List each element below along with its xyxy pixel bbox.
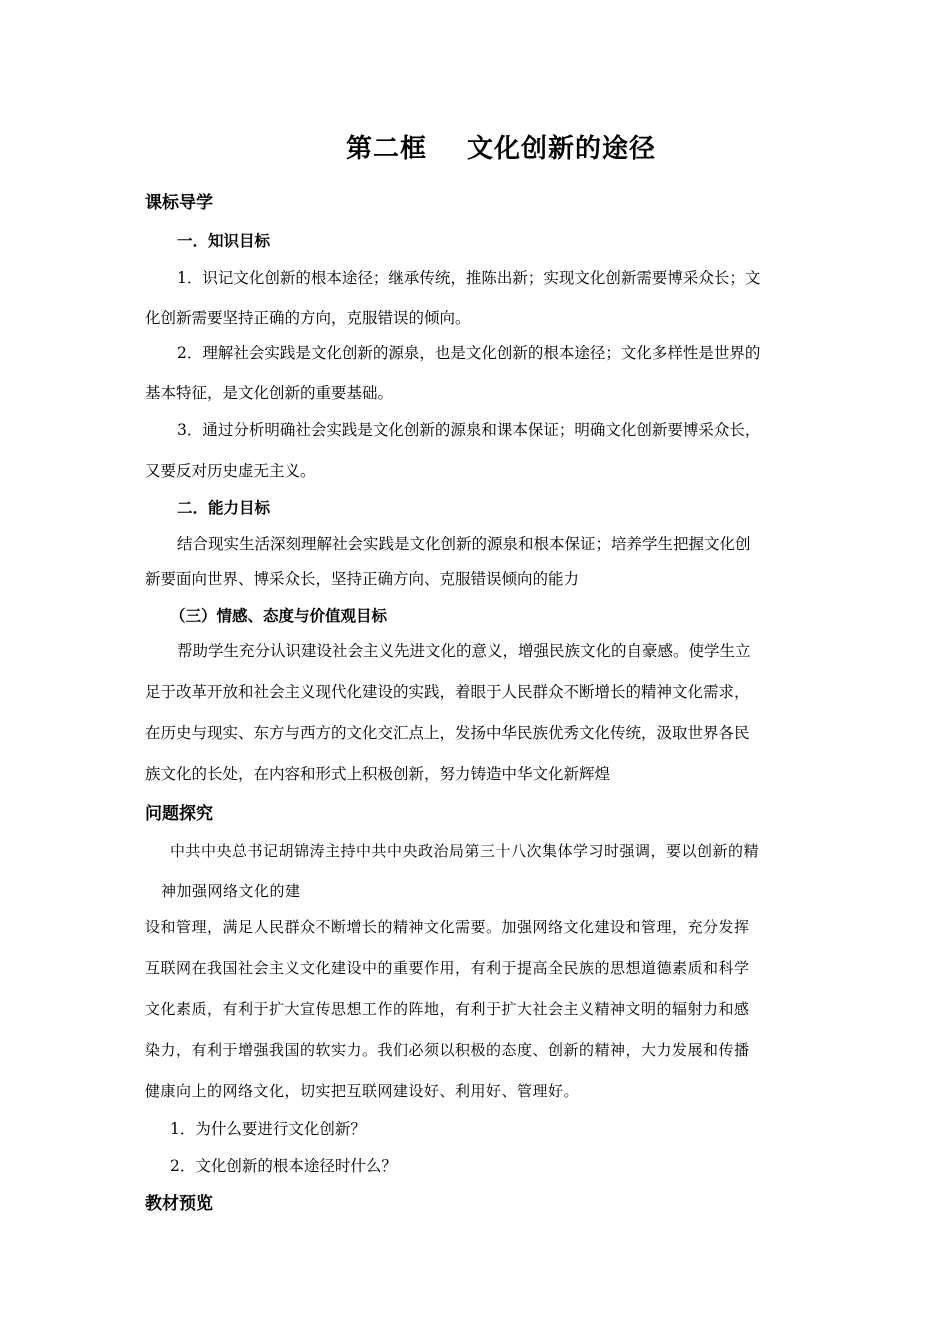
- paragraph-line: 族文化的长处，在内容和形式上积极创新，努力铸造中华文化新辉煌: [145, 765, 611, 783]
- paragraph-line: 又要反对历史虚无主义。: [145, 462, 316, 480]
- paragraph-line: 互联网在我国社会主义文化建设中的重要作用，有利于提高全民族的思想道德素质和科学: [145, 959, 750, 977]
- paragraph-line: 2．理解社会实践是文化创新的源泉，也是文化创新的根本途径；文化多样性是世界的: [177, 344, 761, 362]
- section-heading-curriculum: 课标导学: [145, 193, 213, 213]
- paragraph-line: 化创新需要坚持正确的方向，克服错误的倾向。: [145, 309, 471, 327]
- paragraph-line: 1．识记文化创新的根本途径；继承传统，推陈出新；实现文化创新需要博采众长；文: [177, 269, 761, 287]
- title-part1: 第二框: [345, 134, 427, 164]
- paragraph-line: 基本特征，是文化创新的重要基础。: [145, 384, 394, 402]
- heading-knowledge-goals: 一．知识目标: [177, 232, 271, 250]
- paragraph-line: 设和管理，满足人民群众不断增长的精神文化需要。加强网络文化建设和管理，充分发挥: [145, 918, 750, 936]
- section-heading-textbook: 教材预览: [145, 1194, 213, 1214]
- paragraph-line: 健康向上的网络文化，切实把互联网建设好、利用好、管理好。: [145, 1082, 580, 1100]
- heading-ability-goals: 二．能力目标: [177, 499, 271, 517]
- paragraph-line: 文化素质，有利于扩大宣传思想工作的阵地，有利于扩大社会主义精神文明的辐射力和感: [145, 1000, 750, 1018]
- paragraph-line: 中共中央总书记胡锦涛主持中共中央政治局第三十八次集体学习时强调，要以创新的精: [170, 842, 760, 860]
- paragraph-line: 在历史与现实、东方与西方的文化交汇点上，发扬中华民族优秀文化传统，汲取世界各民: [145, 724, 750, 742]
- paragraph-line: 染力，有利于增强我国的软实力。我们必须以积极的态度、创新的精神，大力发展和传播: [145, 1041, 750, 1059]
- paragraph-line: 新要面向世界、博采众长，坚持正确方向、克服错误倾向的能力: [145, 570, 580, 588]
- section-heading-inquiry: 问题探究: [145, 804, 213, 824]
- heading-emotion-goals: （三）情感、态度与价值观目标: [170, 607, 388, 625]
- paragraph-line: 3．通过分析明确社会实践是文化创新的源泉和课本保证；明确文化创新要博采众长，: [177, 421, 761, 439]
- page-title: [0, 128, 950, 165]
- paragraph-line: 结合现实生活深刻理解社会实践是文化创新的源泉和根本保证；培养学生把握文化创: [177, 535, 751, 553]
- paragraph-line: 足于改革开放和社会主义现代化建设的实践，着眼于人民群众不断增长的精神文化需求，: [145, 683, 750, 701]
- paragraph-line: 帮助学生充分认识建设社会主义先进文化的意义，增强民族文化的自豪感。使学生立: [177, 642, 751, 660]
- question-item: 2．文化创新的根本途径时什么？: [170, 1157, 397, 1175]
- paragraph-line: 神加强网络文化的建: [161, 882, 301, 900]
- question-item: 1．为什么要进行文化创新？: [170, 1120, 366, 1138]
- title-part2: 文化创新的途径: [467, 134, 657, 164]
